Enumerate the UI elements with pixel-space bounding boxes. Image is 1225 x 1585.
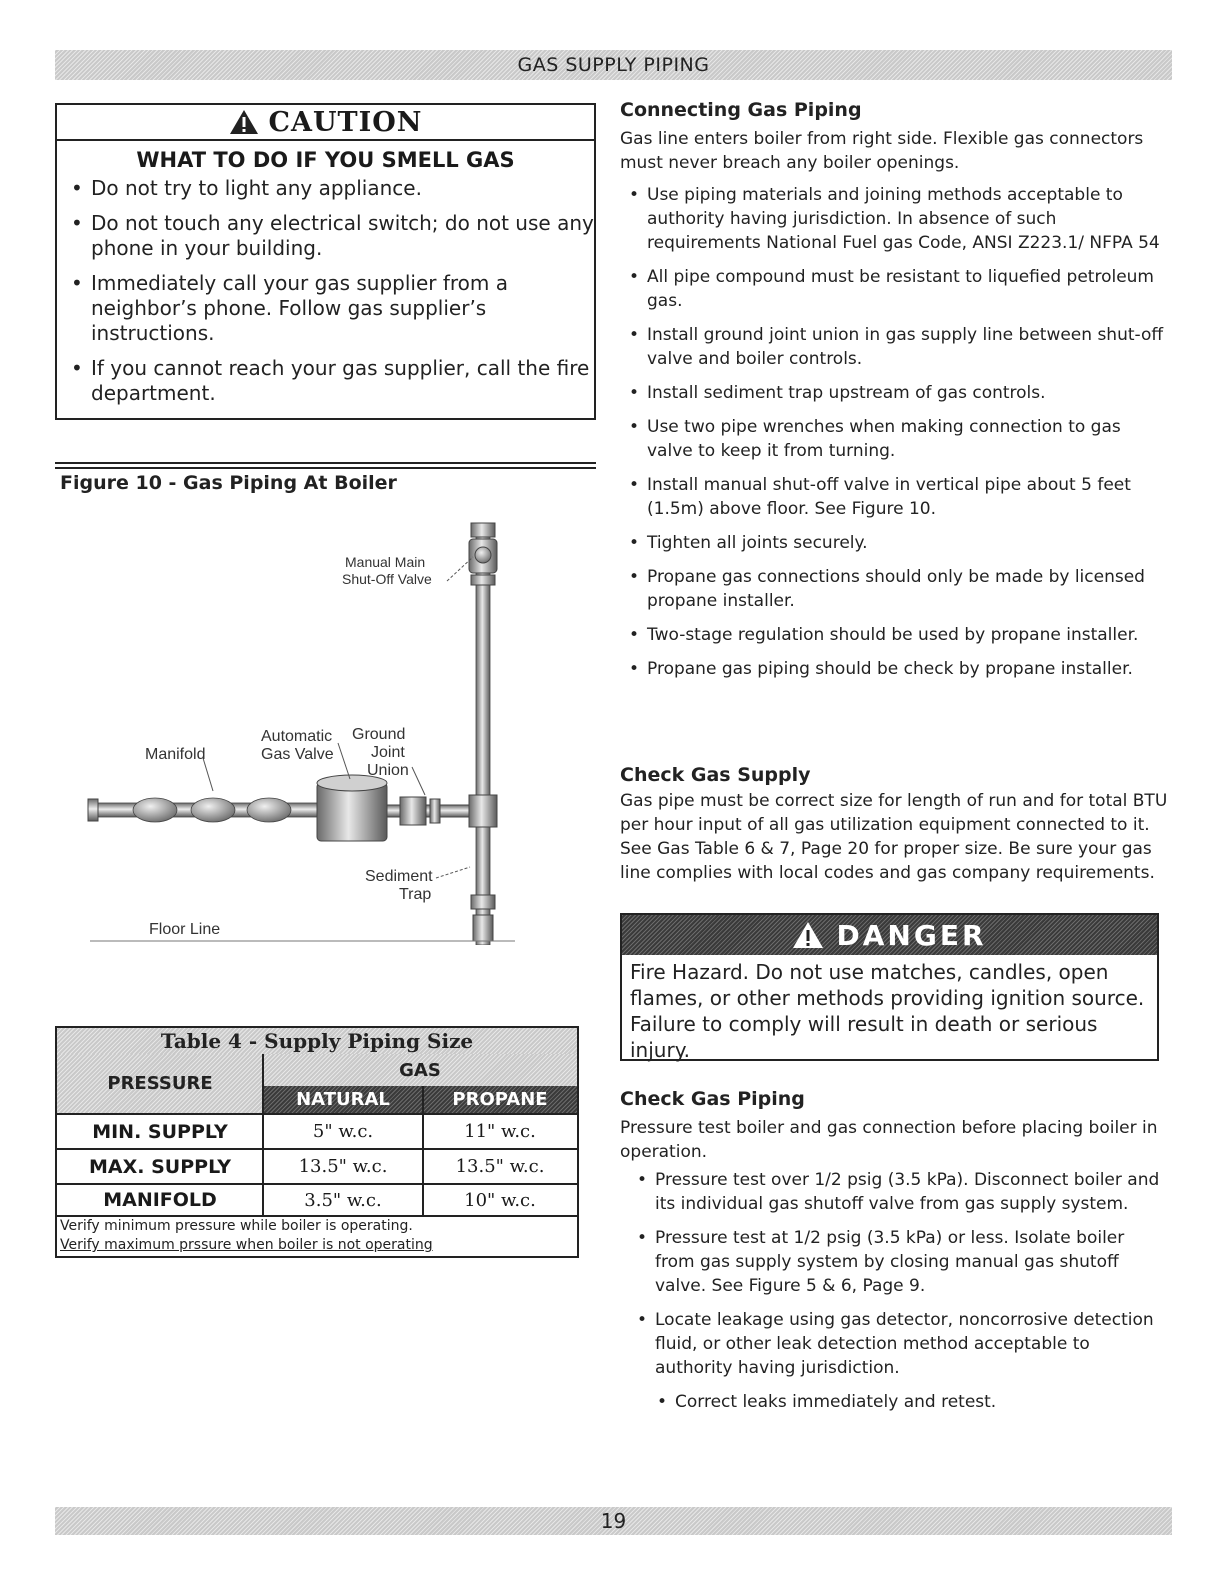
caution-list	[57, 176, 594, 406]
list-item: • Use piping materials and joining methods acceptable to authority having jurisdiction. In absence of such requirements National Fuel gas Code, ANSI Z223.1/ NFPA 54	[620, 183, 1168, 255]
check-piping-sublist	[620, 1390, 1168, 1414]
danger-box	[620, 913, 1159, 1061]
list-item: • Install sediment trap upstream of gas controls.	[620, 381, 1168, 405]
danger-title: DANGER	[836, 918, 987, 952]
caution-box	[55, 103, 596, 420]
check-supply-section	[620, 764, 1168, 885]
table-rule	[422, 1086, 424, 1215]
caution-title: CAUTION	[268, 106, 423, 138]
table-cell: 5" w.c.	[312, 1121, 374, 1142]
table-rule	[57, 1215, 577, 1217]
warning-triangle-icon	[792, 921, 824, 949]
caution-subtitle: WHAT TO DO IF YOU SMELL GAS	[136, 148, 515, 172]
list-item: • All pipe compound must be resistant to liquefied petroleum gas.	[620, 265, 1168, 313]
table-cell: 3.5" w.c.	[304, 1189, 382, 1211]
table-header-gas: GAS	[263, 1054, 577, 1086]
list-item: • Use two pipe wrenches when making connection to gas valve to keep it from turning.	[620, 415, 1168, 463]
danger-title-bar	[622, 915, 1157, 955]
gas-valve	[317, 783, 387, 841]
label-trap: Trap	[399, 886, 432, 903]
riser-pipe	[476, 535, 490, 945]
connecting-section	[620, 99, 1168, 691]
check-piping-heading: Check Gas Piping	[620, 1088, 805, 1110]
table-rule	[262, 1054, 264, 1215]
list-item: • Do not touch any electrical switch; do not use any phone in your building.	[69, 211, 594, 261]
table-cell: 13.5" w.c.	[455, 1156, 545, 1177]
page-header	[55, 50, 1172, 80]
list-item: • Install manual shut-off valve in vertical pipe about 5 feet (1.5m) above floor. See Figure 10.	[620, 473, 1168, 521]
table-rule	[57, 1148, 577, 1150]
check-supply-heading: Check Gas Supply	[620, 764, 811, 786]
label-ground: Ground	[352, 726, 406, 743]
label-shut-off-valve: Shut-Off Valve	[342, 571, 432, 587]
page-header-title: GAS SUPPLY PIPING	[517, 54, 710, 76]
table-rule	[57, 1183, 577, 1185]
table-row-label: MANIFOLD	[103, 1189, 217, 1211]
connecting-heading: Connecting Gas Piping	[620, 99, 862, 121]
list-item: • Install ground joint union in gas supply line between shut-off valve and boiler controls.	[620, 323, 1168, 371]
table-note: Verify maximum prssure when boiler is not operating	[60, 1237, 433, 1253]
table-note: Verify minimum pressure while boiler is operating.	[60, 1218, 413, 1234]
ground-joint-union	[400, 797, 426, 825]
figure-title: Figure 10 - Gas Piping At Boiler	[60, 472, 397, 494]
connecting-intro: Gas line enters boiler from right side. Flexible gas connectors must never breach any boiler openings.	[620, 129, 1144, 173]
table-cell: 10" w.c.	[464, 1189, 536, 1211]
label-manual-main: Manual Main	[345, 554, 426, 570]
table-cell: 11" w.c.	[464, 1121, 536, 1142]
page-footer	[55, 1507, 1172, 1535]
check-piping-intro: Pressure test boiler and gas connection before placing boiler in operation.	[620, 1118, 1158, 1162]
connecting-list	[620, 183, 1168, 681]
manual-valve	[471, 523, 495, 537]
table-header-natural: NATURAL	[263, 1086, 423, 1113]
list-item: • Do not try to light any appliance.	[69, 176, 594, 201]
list-item: • Correct leaks immediately and retest.	[648, 1390, 1168, 1414]
figure-rule	[55, 462, 596, 464]
table-row-label: MIN. SUPPLY	[92, 1120, 228, 1143]
label-sediment: Sediment	[365, 868, 433, 885]
table-cell: 13.5" w.c.	[298, 1156, 388, 1177]
table-rule	[57, 1113, 577, 1115]
list-item: • Pressure test over 1/2 psig (3.5 kPa). Disconnect boiler and its individual gas shutoff valve from gas supply system.	[628, 1168, 1168, 1216]
page-number: 19	[600, 1509, 627, 1533]
label-union: Union	[367, 762, 409, 779]
supply-piping-table	[55, 1026, 579, 1258]
list-item: • Pressure test at 1/2 psig (3.5 kPa) or less. Isolate boiler from gas supply system by closing manual gas shutoff valve. See Figure 5 & 6, Page 9.	[628, 1226, 1168, 1298]
figure-rule	[55, 467, 596, 469]
warning-triangle-icon	[229, 109, 259, 135]
list-item: • Propane gas piping should be check by propane installer.	[620, 657, 1168, 681]
list-item: • Immediately call your gas supplier from a neighbor’s phone. Follow gas supplier’s instructions.	[69, 271, 594, 346]
list-item: • If you cannot reach your gas supplier, call the fire department.	[69, 356, 594, 406]
caution-title-bar	[57, 105, 594, 141]
label-automatic: Automatic	[261, 728, 333, 745]
list-item: • Locate leakage using gas detector, noncorrosive detection fluid, or other leak detection method acceptable to authority having jurisdiction.	[628, 1308, 1168, 1380]
check-supply-text: Gas pipe must be correct size for length of run and for total BTU per hour input of all gas utilization equipment connected to it. See Gas Table 6 & 7, Page 20 for proper size. Be sure your gas line complies with local codes and gas company requirements.	[620, 791, 1168, 883]
table-header-propane: PROPANE	[423, 1086, 577, 1113]
label-joint: Joint	[371, 744, 405, 761]
gas-piping-diagram	[55, 505, 596, 945]
list-item: • Two-stage regulation should be used by propane installer.	[620, 623, 1168, 647]
check-piping-list	[620, 1168, 1168, 1380]
label-gas-valve: Gas Valve	[261, 746, 334, 763]
table-header-pressure: PRESSURE	[57, 1054, 263, 1113]
label-manifold: Manifold	[145, 746, 206, 763]
table-row-label: MAX. SUPPLY	[89, 1155, 231, 1178]
danger-text: Fire Hazard. Do not use matches, candles, open flames, or other methods providing ignition source. Failure to comply will result in death or serious injury.	[630, 960, 1145, 1062]
list-item: • Tighten all joints securely.	[620, 531, 1168, 555]
label-floor-line: Floor Line	[149, 921, 221, 938]
list-item: • Propane gas connections should only be made by licensed propane installer.	[620, 565, 1168, 613]
check-piping-section	[620, 1088, 1168, 1424]
table-title: Table 4 - Supply Piping Size	[57, 1028, 577, 1054]
